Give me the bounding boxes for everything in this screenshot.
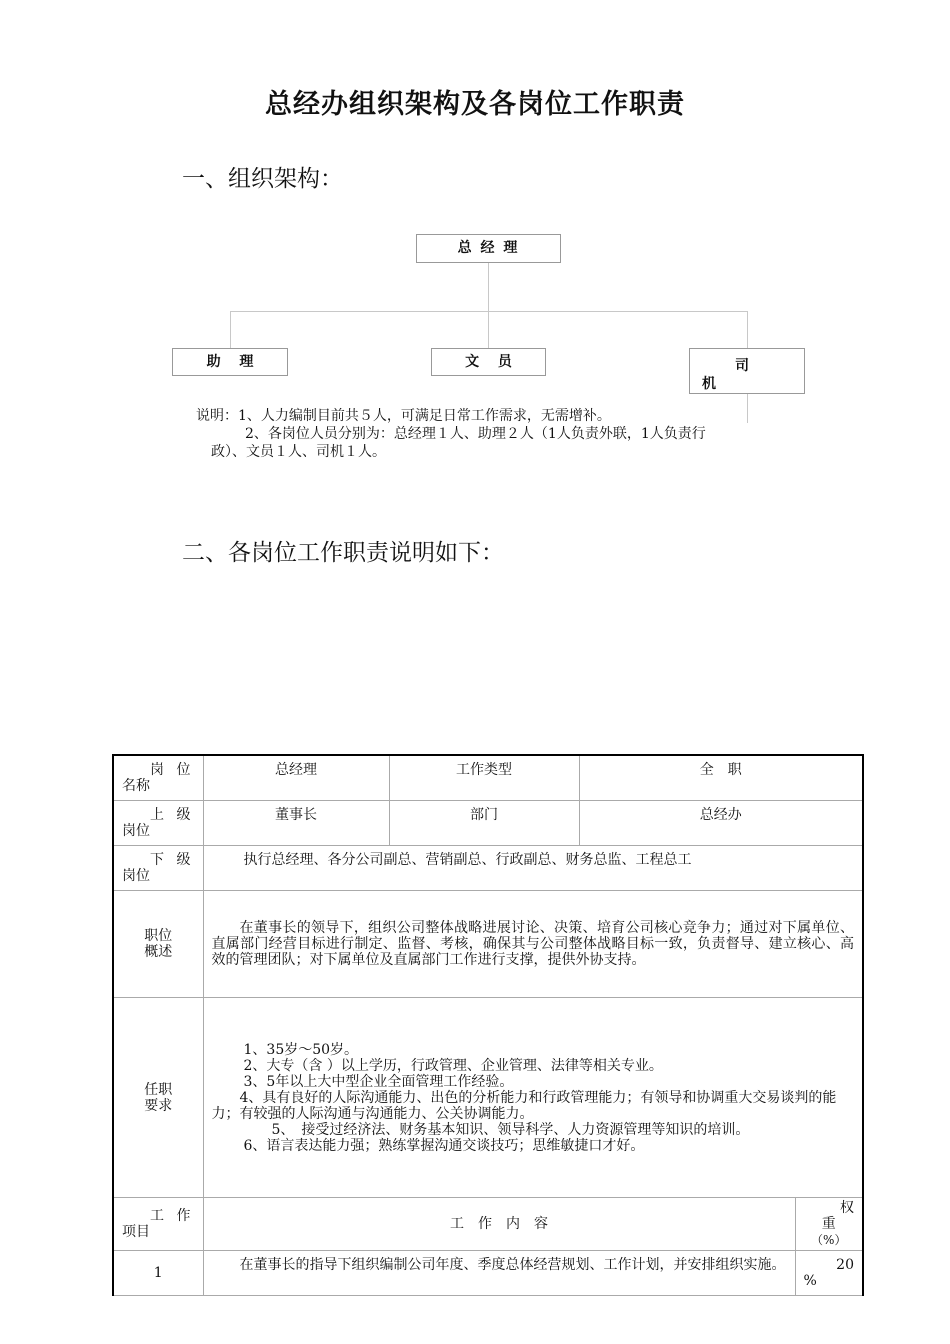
connector-driver-tail (747, 393, 748, 423)
connector-horizontal (230, 311, 748, 312)
table-row (113, 801, 863, 846)
value-position-name: 总经理 (203, 755, 389, 801)
value-job-summary: 在董事长的领导下，组织公司整体战略进展讨论、决策、培育公司核心竞争力；通过对下属单位、直属部门经营目标进行制定、监督、考核，确保其与公司整体战略目标一致，负责督导、建立核心、高效的管理团队；对下属单位及直属部门工作进行支撑，提供外协支持。 (203, 891, 863, 998)
table-row (113, 998, 863, 1198)
table-row (113, 891, 863, 998)
requirement-item: 1、35岁～50岁。 (243, 1041, 359, 1058)
task-weight: 20 % (795, 1251, 863, 1296)
section-heading-org-structure: 一、组织架构： (182, 166, 343, 192)
note-line-3: 政）、文员１人、司机１人。 (211, 444, 386, 460)
note-line-2: 2、各岗位人员分别为：总经理１人、助理２人（1人负责外联，1人负责行 (245, 426, 706, 442)
duty-table (112, 754, 864, 1296)
label-position-name: 岗 位 名称 (113, 755, 203, 801)
org-box-assistant (172, 348, 288, 376)
org-box-driver (689, 348, 805, 394)
label-work-type: 工作类型 (389, 755, 579, 801)
value-superior: 董事长 (203, 801, 389, 846)
requirement-item: 4、具有良好的人际沟通能力、出色的分析能力和行政管理能力；有领导和协调重大交易谈判的能力；有较强的人际沟通与沟通能力、公关协调能力。 (211, 1089, 837, 1122)
value-work-type: 全 职 (579, 755, 863, 801)
requirement-item: 3、5年以上大中型企业全面管理工作经验。 (243, 1073, 514, 1090)
task-content: 在董事长的指导下组织编制公司年度、季度总体经营规划、工作计划，并安排组织实施。 (203, 1251, 795, 1296)
table-row (113, 1251, 863, 1296)
org-label-assistant: 助 理 (206, 354, 254, 370)
value-requirements (203, 998, 863, 1198)
value-subordinates: 执行总经理、各分公司副总、营销副总、行政副总、财务总监、工程总工 (203, 846, 863, 891)
requirement-item: 5、 接受过经济法、财务基本知识、领导科学、人力资源管理等知识的培训。 (271, 1121, 750, 1138)
label-superior: 上 级 岗位 (113, 801, 203, 846)
org-label-clerk: 文 员 (465, 354, 512, 370)
value-department: 总经办 (579, 801, 863, 846)
requirement-item: 6、语言表达能力强；熟练掌握沟通交谈技巧；思维敏捷口才好。 (243, 1137, 645, 1154)
org-box-general-manager (416, 234, 561, 263)
task-number: 1 (113, 1251, 203, 1296)
org-box-clerk (431, 348, 546, 376)
table-row (113, 755, 863, 801)
document-title: 总经办组织架构及各岗位工作职责 (265, 89, 685, 120)
label-subordinates: 下 级 岗位 (113, 846, 203, 891)
header-weight: 权 重 （%） (795, 1198, 863, 1251)
label-job-summary: 职位 概述 (113, 891, 203, 998)
note-line-1: 说明：1、人力编制目前共５人，可满足日常工作需求，无需增补。 (196, 408, 611, 424)
connector-to-assistant (230, 311, 231, 349)
org-label-driver-1: 司 (735, 358, 749, 374)
requirement-item: 2、大专（含 ）以上学历，行政管理、企业管理、法律等相关专业。 (243, 1057, 663, 1074)
table-header-row (113, 1198, 863, 1251)
header-work-content: 工 作 内 容 (203, 1198, 795, 1251)
label-requirements: 任职 要求 (113, 998, 203, 1198)
org-label-general-manager: 总 经 理 (457, 240, 520, 256)
table-row (113, 846, 863, 891)
label-department: 部门 (389, 801, 579, 846)
connector-to-driver (747, 311, 748, 349)
section-heading-duties: 二、各岗位工作职责说明如下： (182, 540, 504, 566)
header-work-item: 工 作 项目 (113, 1198, 203, 1251)
connector-to-clerk (488, 311, 489, 349)
connector-vertical-top (488, 263, 489, 312)
org-label-driver-2: 机 (702, 376, 716, 392)
